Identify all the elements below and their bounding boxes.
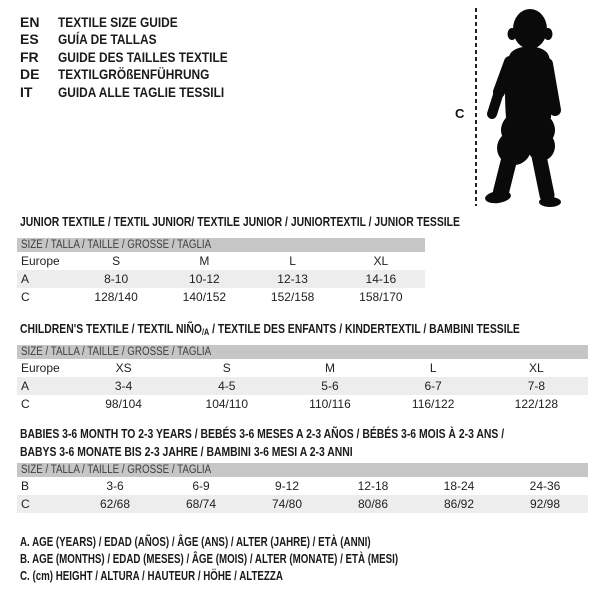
junior-row-a-label: A (17, 270, 72, 288)
babies-table-header (17, 463, 588, 477)
lang-title-de: TEXTILGRÖßENFÜHRUNG (58, 66, 210, 83)
table-cell: 92/98 (502, 495, 588, 513)
table-cell: 68/74 (158, 495, 244, 513)
table-cell: 158/170 (359, 290, 403, 304)
table-cell: 6-9 (192, 479, 210, 493)
babies-section-title: BABIES 3-6 MONTH TO 2-3 YEARS / BEBÉS 3-6 MESES A 2-3 AÑOS / BÉBÉS 3-6 MOIS À 2-3 ANS / BABYS 3-6 MONATE BIS 2-3 JAHRE / BAMBINI 3-6 MESI A 2-3 ANNI (20, 426, 505, 459)
lang-title-en: TEXTILE SIZE GUIDE (58, 13, 178, 30)
children-title-subscript: /A (201, 327, 210, 337)
junior-row-a (17, 270, 425, 288)
children-row-a (17, 377, 588, 395)
table-cell: 152/158 (270, 290, 315, 304)
children-col-s: S (222, 361, 231, 375)
babies-row-b (17, 477, 588, 495)
table-cell: 116/122 (411, 397, 455, 411)
footnote-a: A. AGE (YEARS) / EDAD (AÑOS) / ÂGE (ANS) / ALTER (JAHRE) / ETÀ (ANNI) (20, 535, 371, 549)
children-size-header-label: SIZE / TALLA / TAILLE / GRÖSSE / TAGLIA (21, 346, 212, 358)
babies-row-c-label: C (17, 495, 72, 513)
lang-title-es: GUÍA DE TALLAS (58, 31, 157, 48)
table-cell: 18-24 (443, 479, 475, 493)
junior-table-header (17, 238, 425, 252)
lang-code-es: ES (20, 31, 39, 48)
children-columns-row (17, 359, 588, 377)
table-cell: 8-10 (72, 270, 160, 288)
table-cell: 62/68 (72, 495, 158, 513)
table-cell: 5-6 (278, 377, 381, 395)
junior-size-table (17, 238, 425, 306)
table-cell: 9-12 (274, 479, 300, 493)
lang-code-de: DE (20, 66, 40, 83)
lang-row-it (20, 83, 258, 101)
babies-size-header-label: SIZE / TALLA / TAILLE / GRÖSSE / TAGLIA (21, 464, 212, 476)
children-col-xs: XS (115, 361, 132, 375)
table-cell: 14-16 (337, 270, 425, 288)
table-cell: 86/92 (416, 495, 502, 513)
table-cell: 80/86 (330, 495, 416, 513)
lang-code-en: EN (20, 13, 40, 30)
children-size-table (17, 345, 588, 413)
footnote-block (20, 535, 505, 587)
junior-col-m: M (199, 254, 210, 268)
children-col-europe: Europe (21, 361, 60, 375)
height-measure-label: C (455, 106, 465, 121)
table-cell: 98/104 (105, 397, 142, 411)
table-cell: 12-13 (249, 270, 337, 288)
lang-row-de (20, 66, 258, 84)
junior-row-c (17, 288, 425, 306)
table-cell: 128/140 (94, 290, 138, 304)
lang-code-it: IT (20, 83, 33, 100)
lang-title-fr: GUIDE DES TAILLES TEXTILE (58, 48, 228, 65)
table-cell: 140/152 (182, 290, 227, 304)
lang-row-es (20, 31, 258, 49)
babies-row-c (17, 495, 588, 513)
babies-row-b-label: B (21, 479, 30, 493)
table-cell: 4-5 (175, 377, 278, 395)
junior-col-l: L (289, 254, 296, 268)
table-cell: 122/128 (514, 397, 559, 411)
lang-title-it: GUIDA ALLE TAGLIE TESSILI (58, 83, 225, 100)
babies-size-table (17, 463, 588, 513)
table-cell: 12-18 (357, 479, 389, 493)
junior-row-c-label: C (21, 290, 30, 304)
language-title-block (20, 13, 258, 101)
children-section-title: CHILDREN'S TEXTILE / TEXTIL $NIÑO_{/A}$ / TEXTILE DES ENFANTS / KINDERTEXTIL / BAMBINI TESSILE (20, 321, 520, 337)
height-measure-dashed-line (475, 8, 477, 206)
table-cell: 3-4 (72, 377, 175, 395)
table-cell: 3-6 (106, 479, 124, 493)
junior-col-europe: Europe (21, 254, 60, 268)
junior-section-title: JUNIOR TEXTILE / TEXTIL JUNIOR/ TEXTILE JUNIOR / JUNIORTEXTIL / JUNIOR TESSILE (20, 214, 460, 229)
table-cell: 7-8 (485, 377, 588, 395)
junior-columns-row (17, 252, 425, 270)
table-cell: 10-12 (160, 270, 248, 288)
children-table-header (17, 345, 588, 359)
junior-col-s: S (112, 254, 121, 268)
children-row-c-label: C (21, 397, 30, 411)
table-cell: 24-36 (529, 479, 561, 493)
children-col-m: M (324, 361, 335, 375)
table-cell: 74/80 (244, 495, 330, 513)
children-row-c (17, 395, 588, 413)
lang-code-fr: FR (20, 48, 39, 65)
table-cell: 110/116 (309, 397, 351, 411)
children-row-a-label: A (17, 377, 72, 395)
table-cell: 104/110 (205, 397, 249, 411)
toddler-silhouette-icon (484, 6, 566, 207)
footnote-c: C. (cm) HEIGHT / ALTURA / HAUTEUR / HÖHE / ALTEZZA (20, 569, 283, 584)
table-cell: 6-7 (382, 377, 485, 395)
junior-col-xl: XL (373, 254, 389, 268)
junior-size-header-label: SIZE / TALLA / TAILLE / GRÖSSE / TAGLIA (21, 239, 212, 251)
children-col-l: L (429, 361, 437, 375)
lang-row-en (20, 13, 258, 31)
children-col-xl: XL (529, 361, 544, 375)
lang-row-fr (20, 48, 258, 66)
footnote-b: B. AGE (MONTHS) / EDAD (MESES) / ÂGE (MOIS) / ALTER (MONATE) / ETÀ (MESI) (20, 552, 399, 567)
